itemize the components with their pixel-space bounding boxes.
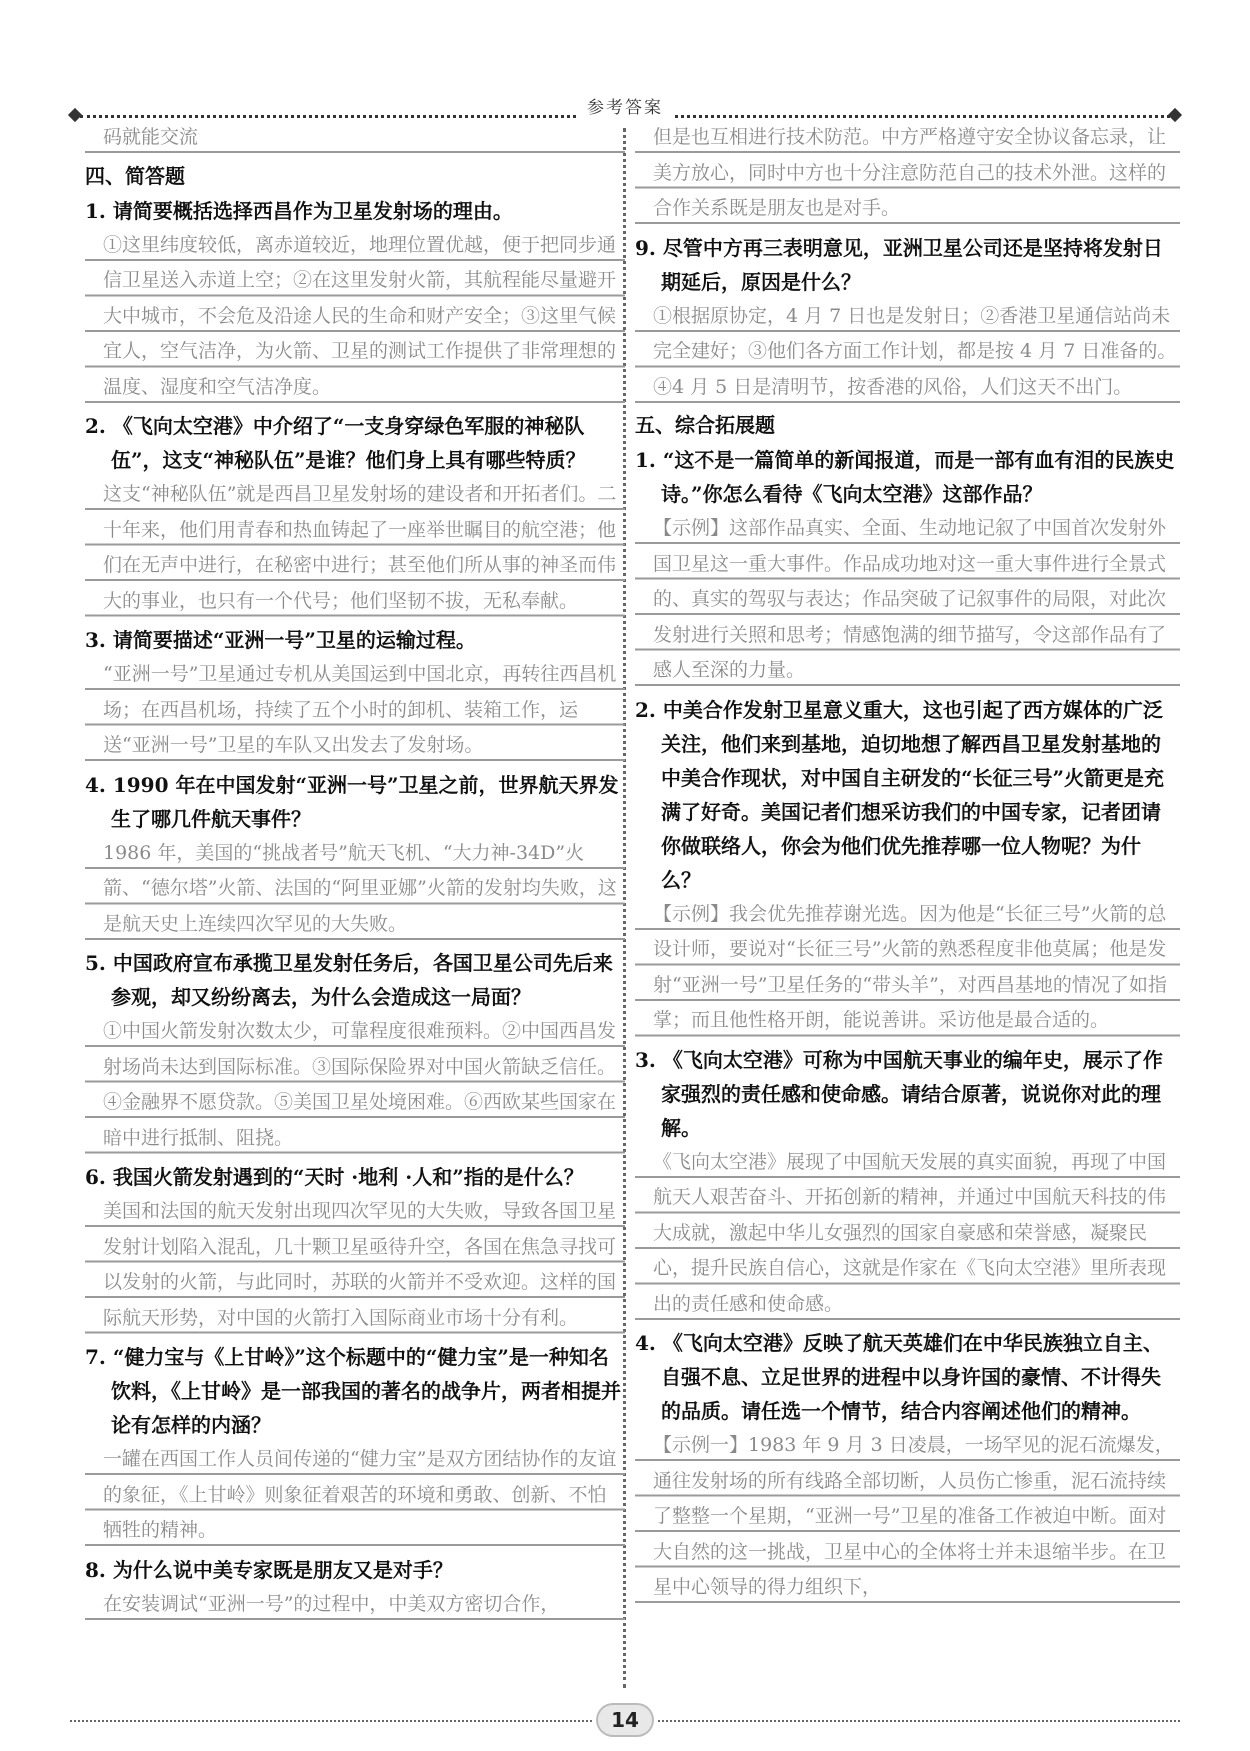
right-top-continuation: 但是也互相进行技术防范。中方严格遵守安全协议备忘录，让美方放心，同时中方也十分注意防范自己的技术外泄。这样的合作关系既是朋友也是对手。 [635, 120, 1180, 227]
extension-answer-1: 【示例】这部作品真实、全面、生动地记叙了中国首次发射外国卫星这一重大事件。作品成功地对这一重大事件进行全景式的、真实的驾驭与表达；作品突破了记叙事件的局限，对此次发射进行关照和思考；情感饱满的细节描写，令这部作品有了感人至深的力量。 [635, 511, 1180, 689]
section-heading-extension: 五、综合拓展题 [635, 413, 775, 437]
answer-6: 美国和法国的航天发射出现四次罕见的大失败，导致各国卫星发射计划陷入混乱，几十颗卫星亟待升空，各国在焦急寻找可以发射的火箭，与此同时，苏联的火箭并不受欢迎。这样的国际航天形势，对中国的火箭打入国际商业市场十分有利。 [85, 1194, 625, 1336]
question-1: 1. 请简要概括选择西昌作为卫星发射场的理由。 [85, 198, 513, 223]
answer-1: ①这里纬度较低，离赤道较近，地理位置优越，便于把同步通信卫星送入赤道上空；②在这里发射火箭，其航程能尽量避开大中城市，不会危及沿途人民的生命和财产安全；③这里气候宜人，空气洁净，为火箭、卫星的测试工作提供了非常理想的温度、湿度和空气洁净度。 [85, 228, 625, 406]
extension-answer-2: 【示例】我会优先推荐谢光选。因为他是“长征三号”火箭的总设计师，要说对“长征三号”火箭的熟悉程度非他莫属；他是发射“亚洲一号”卫星任务的“带头羊”，对西昌基地的情况了如指掌；而且他性格开朗，能说善讲。采访他是最合适的。 [635, 897, 1180, 1039]
question-8: 8. 为什么说中美专家既是朋友又是对手？ [85, 1557, 453, 1582]
extension-question-3: 3. 《飞向太空港》可称为中国航天事业的编年史，展示了作家强烈的责任感和使命感。请结合原著，说说你对此的理解。 [635, 1047, 1163, 1140]
left-column [85, 120, 625, 1626]
header-title: 参考答案 [577, 93, 673, 118]
question-5: 5. 中国政府宣布承揽卫星发射任务后，各国卫星公司先后来参观，却又纷纷离去，为什么会造成这一局面？ [85, 951, 613, 1009]
answer-4: 1986 年，美国的“挑战者号”航天飞机、“大力神-34D”火箭、“德尔塔”火箭、法国的“阿里亚娜”火箭的发射均失败，这是航天史上连续四次罕见的大失败。 [85, 836, 625, 943]
left-top-continuation: 码就能交流 [85, 120, 625, 156]
question-4: 4. 1990 年在中国发射“亚洲一号”卫星之前，世界航天界发生了哪几件航天事件？ [85, 772, 619, 831]
extension-question-4: 4. 《飞向太空港》反映了航天英雄们在中华民族独立自主、自强不息、立足世界的进程中以身许国的豪情、不计得失的品质。请任选一个情节，结合内容阐述他们的精神。 [635, 1331, 1163, 1423]
answer-9: ①根据原协定，4 月 7 日也是发射日；②香港卫星通信站尚未完全建好；③他们各方面工作计划，都是按 4 月 7 日准备的。④4 月 5 日是清明节，按香港的风俗，人们这天不出门。 [635, 299, 1180, 406]
page-header [70, 93, 1180, 123]
header-left-diamond-icon [68, 108, 82, 122]
extension-answer-4: 【示例一】1983 年 9 月 3 日凌晨，一场罕见的泥石流爆发，通往发射场的所有线路全部切断，人员伤亡惨重，泥石流持续了整整一个星期，“亚洲一号”卫星的准备工作被迫中断。面对大自然的这一挑战，卫星中心的全体将士并未退缩半步。在卫星中心领导的得力组织下， [635, 1428, 1180, 1606]
extension-answer-3: 《飞向太空港》展现了中国航天发展的真实面貌，再现了中国航天人艰苦奋斗、开拓创新的精神，并通过中国航天科技的伟大成就，激起中华儿女强烈的国家自豪感和荣誉感，凝聚民心，提升民族自信心，这就是作家在《飞向太空港》里所表现出的责任感和使命感。 [635, 1145, 1180, 1323]
question-9: 9. 尽管中方再三表明意见，亚洲卫星公司还是坚持将发射日期延后，原因是什么？ [635, 235, 1163, 294]
extension-question-1: 1. “这不是一篇简单的新闻报道，而是一部有血有泪的民族史诗。”你怎么看待《飞向太空港》这部作品？ [635, 448, 1175, 506]
section-heading-short-answer: 四、简答题 [85, 163, 185, 188]
page-footer [70, 1700, 1180, 1740]
answer-8: 在安装调试“亚洲一号”的过程中，中美双方密切合作， [85, 1587, 625, 1623]
answer-2: 这支“神秘队伍”就是西昌卫星发射场的建设者和开拓者们。二十年来，他们用青春和热血铸起了一座举世瞩目的航空港；他们在无声中进行，在秘密中进行；甚至他们所从事的神圣而伟大的事业，也只有一个代号；他们坚韧不拔，无私奉献。 [85, 477, 625, 619]
answer-5: ①中国火箭发射次数太少，可靠程度很难预料。②中国西昌发射场尚未达到国际标准。③国际保险界对中国火箭缺乏信任。④金融界不愿贷款。⑤美国卫星处境困难。⑥西欧某些国家在暗中进行抵制、阻挠。 [85, 1014, 625, 1156]
right-column [635, 120, 1180, 1610]
page-number: 14 [598, 1705, 652, 1735]
question-3: 3. 请简要描述“亚洲一号”卫星的运输过程。 [85, 628, 476, 652]
answer-7: 一罐在西国工作人员间传递的“健力宝”是双方团结协作的友谊的象征，《上甘岭》则象征着艰苦的环境和勇敢、创新、不怕牺牲的精神。 [85, 1442, 625, 1549]
question-2: 2. 《飞向太空港》中介绍了“一支身穿绿色军服的神秘队伍”，这支“神秘队伍”是谁？他们身上具有哪些特质？ [85, 414, 586, 472]
question-6: 6. 我国火箭发射遇到的“天时 ·地利 ·人和”指的是什么？ [85, 1165, 584, 1189]
answer-3: “亚洲一号”卫星通过专机从美国运到中国北京，再转往西昌机场；在西昌机场，持续了五个小时的卸机、装箱工作，运送“亚洲一号”卫星的车队又出发去了发射场。 [85, 657, 625, 764]
question-7: 7. “健力宝与《上甘岭》”这个标题中的“健力宝”是一种知名饮料，《上甘岭》是一部我国的著名的战争片，两者相提并论有怎样的内涵？ [85, 1345, 621, 1437]
page-number-badge [592, 1705, 658, 1735]
extension-question-2: 2. 中美合作发射卫星意义重大，这也引起了西方媒体的广泛关注，他们来到基地，迫切地想了解西昌卫星发射基地的中美合作现状，对中国自主研发的“长征三号”火箭更是充满了好奇。美国记者们想采访我们的中国专家，记者团请你做联络人，你会为他们优先推荐哪一位人物呢？为什么？ [635, 697, 1165, 892]
